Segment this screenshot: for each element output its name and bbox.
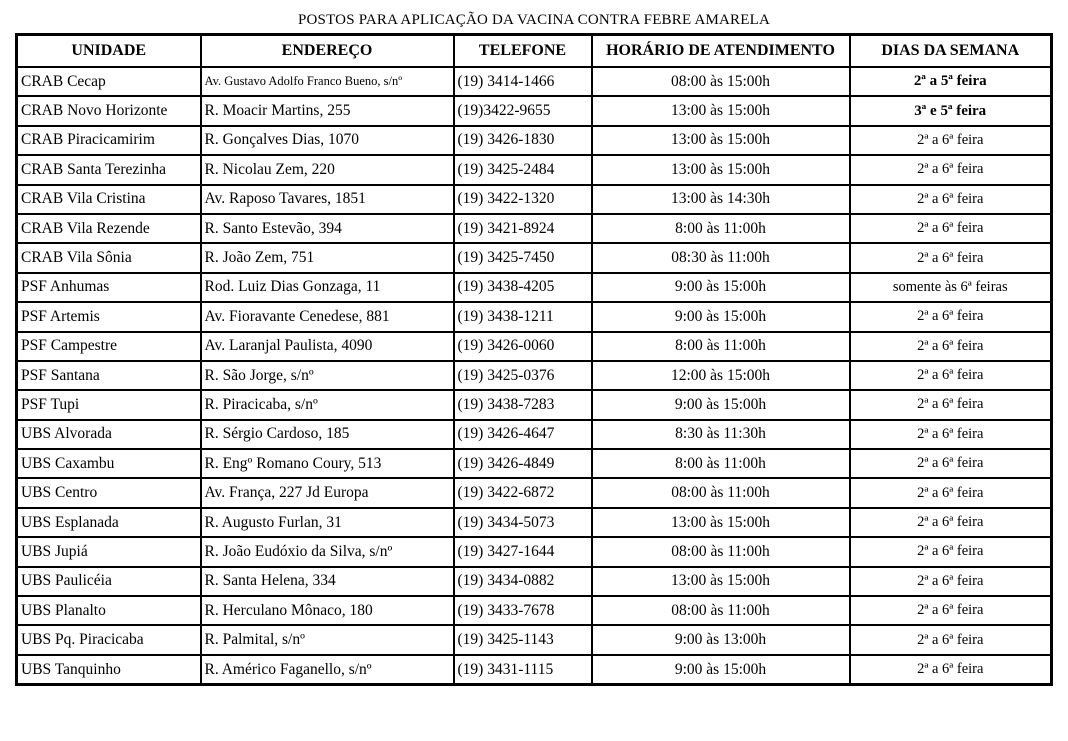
table-row	[17, 273, 1052, 302]
cell-unidade: UBS Caxambu	[17, 449, 201, 478]
table-row	[17, 567, 1052, 596]
cell-endereco: R. Piracicaba, s/nº	[201, 390, 454, 419]
table-row	[17, 332, 1052, 361]
cell-endereco: R. Nicolau Zem, 220	[201, 155, 454, 184]
table-row	[17, 214, 1052, 243]
header-row	[17, 35, 1052, 68]
cell-telefone: (19) 3434-0882	[454, 567, 592, 596]
table-row	[17, 155, 1052, 184]
cell-horario: 12:00 às 15:00h	[592, 361, 850, 390]
cell-dias: 2ª a 6ª feira	[850, 214, 1052, 243]
table-row	[17, 478, 1052, 507]
cell-telefone: (19) 3422-6872	[454, 478, 592, 507]
cell-dias: 2ª a 6ª feira	[850, 537, 1052, 566]
table-row	[17, 420, 1052, 449]
cell-endereco: R. Herculano Mônaco, 180	[201, 596, 454, 625]
cell-telefone: (19) 3427-1644	[454, 537, 592, 566]
cell-endereco: R. São Jorge, s/nº	[201, 361, 454, 390]
cell-horario: 8:00 às 11:00h	[592, 449, 850, 478]
cell-endereco: R. Santo Estevão, 394	[201, 214, 454, 243]
cell-unidade: UBS Tanquinho	[17, 655, 201, 685]
cell-endereco: R. Américo Faganello, s/nº	[201, 655, 454, 685]
column-header-unidade: UNIDADE	[17, 35, 201, 68]
table-row	[17, 243, 1052, 272]
cell-unidade: PSF Santana	[17, 361, 201, 390]
cell-endereco: R. Augusto Furlan, 31	[201, 508, 454, 537]
cell-dias: 2ª a 6ª feira	[850, 478, 1052, 507]
cell-horario: 13:00 às 14:30h	[592, 185, 850, 214]
cell-unidade: CRAB Vila Cristina	[17, 185, 201, 214]
column-header-telefone: TELEFONE	[454, 35, 592, 68]
cell-dias: 2ª a 6ª feira	[850, 361, 1052, 390]
cell-telefone: (19) 3426-4849	[454, 449, 592, 478]
cell-horario: 9:00 às 15:00h	[592, 655, 850, 685]
cell-telefone: (19) 3414-1466	[454, 67, 592, 96]
cell-dias: 2ª a 6ª feira	[850, 596, 1052, 625]
cell-telefone: (19)3422-9655	[454, 96, 592, 125]
cell-dias: 2ª a 6ª feira	[850, 185, 1052, 214]
table-row	[17, 67, 1052, 96]
cell-unidade: CRAB Novo Horizonte	[17, 96, 201, 125]
cell-endereco: R. Sérgio Cardoso, 185	[201, 420, 454, 449]
cell-telefone: (19) 3425-0376	[454, 361, 592, 390]
cell-horario: 8:30 às 11:30h	[592, 420, 850, 449]
cell-endereco: R. Engº Romano Coury, 513	[201, 449, 454, 478]
cell-unidade: CRAB Piracicamirim	[17, 126, 201, 155]
cell-dias: somente às 6ª feiras	[850, 273, 1052, 302]
cell-telefone: (19) 3431-1115	[454, 655, 592, 685]
cell-unidade: UBS Esplanada	[17, 508, 201, 537]
cell-dias: 2ª a 6ª feira	[850, 243, 1052, 272]
cell-dias: 2ª a 6ª feira	[850, 625, 1052, 654]
cell-dias: 2ª a 6ª feira	[850, 302, 1052, 331]
cell-horario: 13:00 às 15:00h	[592, 96, 850, 125]
cell-endereco: R. Santa Helena, 334	[201, 567, 454, 596]
cell-unidade: PSF Campestre	[17, 332, 201, 361]
cell-telefone: (19) 3438-1211	[454, 302, 592, 331]
cell-unidade: UBS Paulicéia	[17, 567, 201, 596]
cell-telefone: (19) 3434-5073	[454, 508, 592, 537]
cell-unidade: UBS Alvorada	[17, 420, 201, 449]
page-title: POSTOS PARA APLICAÇÃO DA VACINA CONTRA FEBRE AMARELA	[297, 12, 771, 28]
cell-telefone: (19) 3422-1320	[454, 185, 592, 214]
cell-horario: 13:00 às 15:00h	[592, 126, 850, 155]
cell-telefone: (19) 3421-8924	[454, 214, 592, 243]
cell-unidade: UBS Pq. Piracicaba	[17, 625, 201, 654]
vaccination-sites-table	[15, 33, 1053, 686]
cell-endereco: Av. Laranjal Paulista, 4090	[201, 332, 454, 361]
cell-endereco: R. João Eudóxio da Silva, s/nº	[201, 537, 454, 566]
cell-dias: 2ª a 6ª feira	[850, 508, 1052, 537]
cell-unidade: CRAB Vila Rezende	[17, 214, 201, 243]
cell-horario: 9:00 às 15:00h	[592, 390, 850, 419]
table-row	[17, 625, 1052, 654]
table-row	[17, 537, 1052, 566]
column-header-dias: DIAS DA SEMANA	[850, 35, 1052, 68]
cell-dias: 2ª a 6ª feira	[850, 420, 1052, 449]
cell-unidade: PSF Artemis	[17, 302, 201, 331]
cell-endereco: R. João Zem, 751	[201, 243, 454, 272]
cell-endereco: R. Gonçalves Dias, 1070	[201, 126, 454, 155]
table-row	[17, 449, 1052, 478]
table-row	[17, 390, 1052, 419]
cell-horario: 08:00 às 11:00h	[592, 537, 850, 566]
cell-telefone: (19) 3426-1830	[454, 126, 592, 155]
cell-unidade: CRAB Vila Sônia	[17, 243, 201, 272]
cell-horario: 08:30 às 11:00h	[592, 243, 850, 272]
cell-horario: 08:00 às 15:00h	[592, 67, 850, 96]
table-row	[17, 655, 1052, 685]
cell-telefone: (19) 3425-7450	[454, 243, 592, 272]
cell-unidade: PSF Anhumas	[17, 273, 201, 302]
cell-endereco: R. Palmital, s/nº	[201, 625, 454, 654]
cell-telefone: (19) 3425-1143	[454, 625, 592, 654]
cell-dias: 2ª a 6ª feira	[850, 155, 1052, 184]
cell-dias: 3ª e 5ª feira	[850, 96, 1052, 125]
cell-horario: 8:00 às 11:00h	[592, 214, 850, 243]
cell-telefone: (19) 3426-4647	[454, 420, 592, 449]
cell-dias: 2ª a 6ª feira	[850, 449, 1052, 478]
cell-horario: 08:00 às 11:00h	[592, 596, 850, 625]
table-row	[17, 302, 1052, 331]
cell-unidade: PSF Tupi	[17, 390, 201, 419]
cell-telefone: (19) 3425-2484	[454, 155, 592, 184]
cell-endereco: R. Moacir Martins, 255	[201, 96, 454, 125]
cell-horario: 8:00 às 11:00h	[592, 332, 850, 361]
cell-unidade: CRAB Cecap	[17, 67, 201, 96]
table-body	[17, 67, 1052, 685]
table-header	[17, 35, 1052, 68]
cell-endereco: Av. Fioravante Cenedese, 881	[201, 302, 454, 331]
cell-dias: 2ª a 6ª feira	[850, 567, 1052, 596]
table-row	[17, 185, 1052, 214]
table-row	[17, 596, 1052, 625]
cell-dias: 2ª a 6ª feira	[850, 655, 1052, 685]
cell-horario: 13:00 às 15:00h	[592, 155, 850, 184]
cell-endereco: Av. Gustavo Adolfo Franco Bueno, s/nº	[201, 67, 454, 96]
cell-unidade: UBS Planalto	[17, 596, 201, 625]
cell-unidade: UBS Jupiá	[17, 537, 201, 566]
cell-dias: 2ª a 6ª feira	[850, 390, 1052, 419]
cell-telefone: (19) 3438-7283	[454, 390, 592, 419]
cell-horario: 9:00 às 15:00h	[592, 273, 850, 302]
cell-endereco: Av. Raposo Tavares, 1851	[201, 185, 454, 214]
cell-unidade: CRAB Santa Terezinha	[17, 155, 201, 184]
cell-endereco: Av. França, 227 Jd Europa	[201, 478, 454, 507]
cell-horario: 9:00 às 15:00h	[592, 302, 850, 331]
cell-telefone: (19) 3426-0060	[454, 332, 592, 361]
cell-unidade: UBS Centro	[17, 478, 201, 507]
table-row	[17, 361, 1052, 390]
cell-horario: 9:00 às 13:00h	[592, 625, 850, 654]
table-row	[17, 96, 1052, 125]
table-row	[17, 126, 1052, 155]
column-header-endereco: ENDEREÇO	[201, 35, 454, 68]
cell-horario: 13:00 às 15:00h	[592, 567, 850, 596]
cell-horario: 13:00 às 15:00h	[592, 508, 850, 537]
table-row	[17, 508, 1052, 537]
cell-dias: 2ª a 6ª feira	[850, 332, 1052, 361]
column-header-horario: HORÁRIO DE ATENDIMENTO	[592, 35, 850, 68]
cell-telefone: (19) 3433-7678	[454, 596, 592, 625]
cell-telefone: (19) 3438-4205	[454, 273, 592, 302]
cell-horario: 08:00 às 11:00h	[592, 478, 850, 507]
cell-dias: 2ª a 5ª feira	[850, 67, 1052, 96]
cell-dias: 2ª a 6ª feira	[850, 126, 1052, 155]
cell-endereco: Rod. Luiz Dias Gonzaga, 11	[201, 273, 454, 302]
